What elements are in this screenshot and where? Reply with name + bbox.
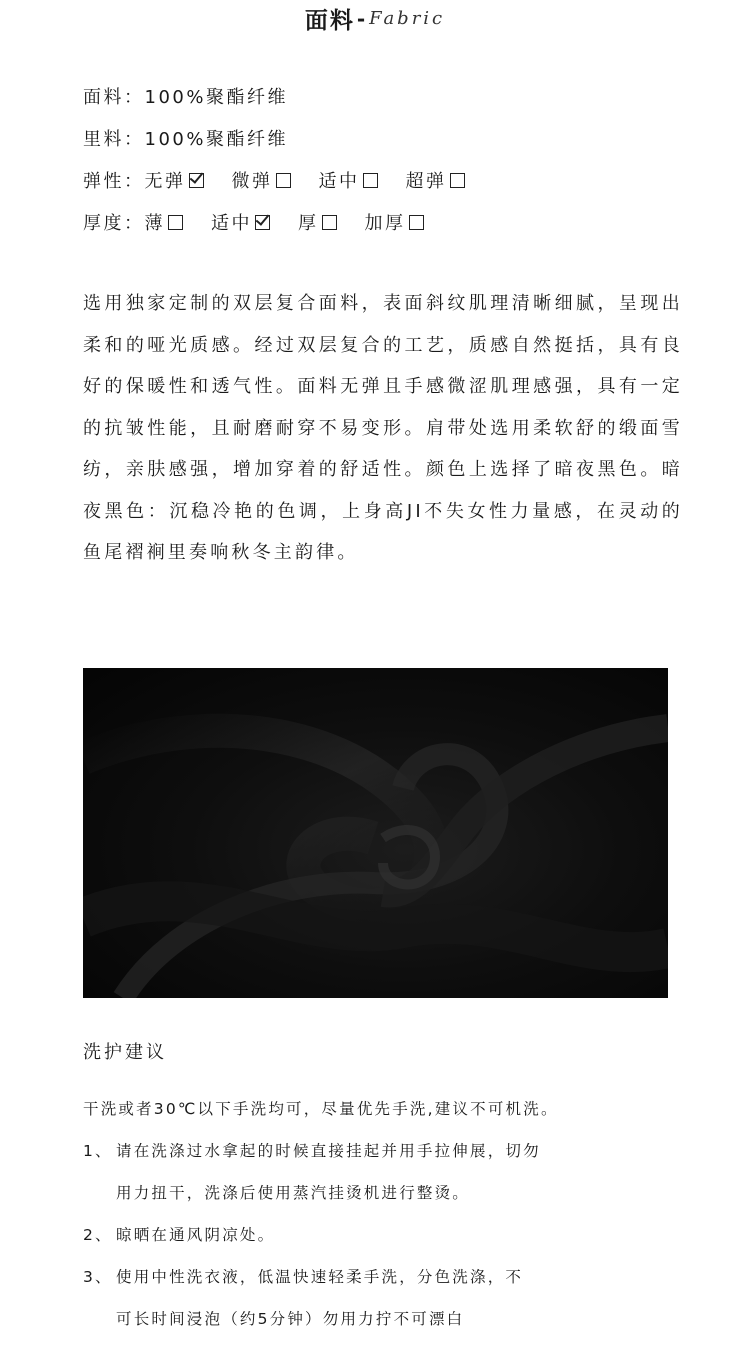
section-title-zh: 面料 [304, 8, 355, 34]
spec-elasticity [83, 168, 683, 210]
care-item-number: 1、 [83, 1142, 113, 1160]
care-item-line: 请在洗涤过水拿起的时候直接挂起并用手拉伸展，切勿 [116, 1142, 541, 1160]
spec-thickness [83, 210, 683, 252]
fabric-swatch-image [83, 668, 668, 998]
checkbox-icon [363, 173, 378, 188]
elasticity-option-label: 超弹 [405, 171, 447, 192]
checkbox-icon [255, 215, 270, 230]
care-item-number: 2、 [83, 1226, 113, 1244]
thickness-option [211, 210, 270, 238]
care-item-line: 可长时间浸泡（约5分钟）勿用力拧不可漂白 [116, 1310, 465, 1328]
thickness-option-label: 薄 [144, 213, 165, 234]
checkbox-icon [450, 173, 465, 188]
elasticity-option [145, 168, 204, 196]
care-instructions [83, 1096, 683, 1348]
spec-shell [83, 84, 683, 126]
thickness-option-label: 加厚 [364, 213, 406, 234]
spec-shell-value: 100%聚酯纤维 [144, 87, 288, 108]
elasticity-option [406, 168, 465, 196]
care-item [83, 1264, 683, 1348]
elasticity-option [232, 168, 291, 196]
care-item-line: 使用中性洗衣液，低温快速轻柔手洗，分色洗涤，不 [116, 1268, 524, 1286]
thickness-option [145, 210, 184, 238]
thickness-option [365, 210, 424, 238]
elasticity-option-label: 适中 [318, 171, 360, 192]
elasticity-option-label: 微弹 [231, 171, 273, 192]
fabric-description: 选用独家定制的双层复合面料，表面斜纹肌理清晰细腻，呈现出柔和的哑光质感。经过双层复合的工艺，质感自然挺括，具有良好的保暖性和透气性。面料无弹且手感微涩肌理感强，具有一定的抗皱性能，且耐磨耐穿不易变形。肩带处选用柔软舒的缎面雪纺，亲肤感强，增加穿着的舒适性。颜色上选择了暗夜黑色。暗夜黑色：沉稳冷艳的色调，上身高JI不失女性力量感，在灵动的鱼尾褶裥里奏响秋冬主韵律。 [83, 293, 683, 563]
checkbox-icon [168, 215, 183, 230]
care-item-number: 3、 [83, 1268, 113, 1286]
thickness-option-label: 厚 [298, 213, 319, 234]
elasticity-option [319, 168, 378, 196]
spec-shell-label: 面料： [83, 87, 145, 108]
care-title: 洗护建议 [83, 1042, 167, 1063]
care-item [83, 1138, 683, 1222]
checkbox-icon [409, 215, 424, 230]
checkbox-icon [276, 173, 291, 188]
checkbox-icon [322, 215, 337, 230]
spec-lining [83, 126, 683, 168]
checkbox-icon [189, 173, 204, 188]
fabric-swirl-graphic [83, 668, 668, 998]
care-intro: 干洗或者30℃以下手洗均可，尽量优先手洗,建议不可机洗。 [83, 1100, 559, 1118]
spec-elasticity-label: 弹性： [83, 171, 145, 192]
spec-lining-label: 里料： [83, 129, 145, 150]
fabric-specs [83, 84, 683, 252]
thickness-option-label: 适中 [211, 213, 252, 234]
spec-lining-value: 100%聚酯纤维 [144, 129, 288, 150]
care-item-line: 晾晒在通风阴凉处。 [116, 1226, 276, 1244]
care-item [83, 1222, 683, 1264]
care-item-line: 用力扭干，洗涤后使用蒸汽挂烫机进行整烫。 [116, 1184, 471, 1202]
section-title-dash: - [356, 6, 366, 31]
elasticity-option-label: 无弹 [144, 171, 186, 192]
spec-thickness-label: 厚度： [83, 213, 145, 234]
section-title-en: Fabric [369, 8, 446, 29]
section-title [0, 2, 750, 36]
thickness-option [298, 210, 337, 238]
